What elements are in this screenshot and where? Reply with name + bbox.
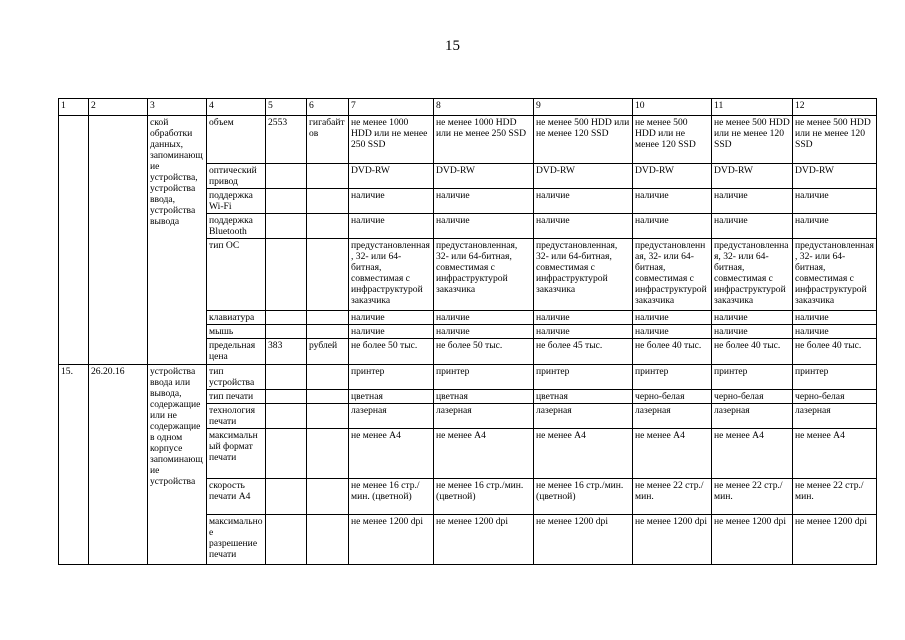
value-cell: наличие <box>434 311 534 325</box>
value-cell: наличие <box>633 325 712 339</box>
unit-name-cell <box>307 164 349 189</box>
unit-code-cell <box>266 189 307 214</box>
value-cell: наличие <box>712 214 793 239</box>
value-cell: лазерная <box>712 404 793 429</box>
value-cell: лазерная <box>434 404 534 429</box>
row-number-cell: 15. <box>59 365 89 565</box>
okpd-code-cell: 26.20.16 <box>89 365 148 565</box>
param-name-cell: технология печати <box>207 404 266 429</box>
value-cell: наличие <box>349 214 434 239</box>
header-row <box>59 99 877 116</box>
unit-code-cell <box>266 404 307 429</box>
value-cell: не менее 16 стр./мин. (цветной) <box>434 479 534 515</box>
param-name-cell: тип печати <box>207 390 266 404</box>
value-cell: не более 50 тыс. <box>434 339 534 365</box>
unit-code-cell <box>266 365 307 390</box>
value-cell: наличие <box>793 214 877 239</box>
unit-name-cell <box>307 404 349 429</box>
unit-name-cell <box>307 429 349 479</box>
value-cell: DVD-RW <box>349 164 434 189</box>
value-cell: не менее 1200 dpi <box>793 515 877 565</box>
value-cell: наличие <box>534 214 633 239</box>
unit-code-cell <box>266 239 307 311</box>
value-cell: черно-белая <box>633 390 712 404</box>
value-cell: принтер <box>434 365 534 390</box>
value-cell: не менее 22 стр./мин. <box>633 479 712 515</box>
value-cell: наличие <box>349 311 434 325</box>
param-name-cell: поддержка Bluetooth <box>207 214 266 239</box>
unit-code-cell <box>266 390 307 404</box>
value-cell: предустановленная, 32- или 64-битная, совместимая с инфраструктурой заказчика <box>434 239 534 311</box>
value-cell: не менее 1200 dpi <box>434 515 534 565</box>
value-cell: не менее 500 HDD или не менее 120 SSD <box>534 116 633 164</box>
unit-code-cell <box>266 164 307 189</box>
unit-code-cell <box>266 429 307 479</box>
table-body <box>59 99 877 565</box>
value-cell: не менее 16 стр./мин. (цветной) <box>349 479 434 515</box>
value-cell: наличие <box>712 325 793 339</box>
value-cell: не менее 1200 dpi <box>349 515 434 565</box>
specification-table <box>58 98 877 565</box>
item-name-cell: ской обработки данных, запоминающие устройства, устройства ввода, устройства вывода <box>148 116 207 365</box>
unit-name-cell <box>307 239 349 311</box>
value-cell: не менее А4 <box>793 429 877 479</box>
header-cell: 1 <box>59 99 89 116</box>
value-cell: не менее А4 <box>534 429 633 479</box>
value-cell: не менее 1000 HDD или не менее 250 SSD <box>349 116 434 164</box>
param-name-cell: клавиатура <box>207 311 266 325</box>
unit-name-cell: гигабайтов <box>307 116 349 164</box>
unit-code-cell: 383 <box>266 339 307 365</box>
value-cell: лазерная <box>793 404 877 429</box>
value-cell: предустановленная, 32- или 64-битная, совместимая с инфраструктурой заказчика <box>534 239 633 311</box>
value-cell: принтер <box>793 365 877 390</box>
unit-name-cell <box>307 515 349 565</box>
value-cell: не менее 22 стр./мин. <box>793 479 877 515</box>
param-name-cell: максимальный формат печати <box>207 429 266 479</box>
table-row <box>59 116 877 164</box>
value-cell: DVD-RW <box>434 164 534 189</box>
unit-code-cell <box>266 515 307 565</box>
header-cell: 5 <box>266 99 307 116</box>
value-cell: наличие <box>793 311 877 325</box>
value-cell: не более 50 тыс. <box>349 339 434 365</box>
value-cell: черно-белая <box>793 390 877 404</box>
unit-name-cell <box>307 214 349 239</box>
header-cell: 6 <box>307 99 349 116</box>
value-cell: не менее 1200 dpi <box>712 515 793 565</box>
value-cell: не менее 22 стр./мин. <box>712 479 793 515</box>
unit-name-cell: рублей <box>307 339 349 365</box>
value-cell: наличие <box>793 189 877 214</box>
value-cell: черно-белая <box>712 390 793 404</box>
value-cell: цветная <box>349 390 434 404</box>
value-cell: предустановленная, 32- или 64-битная, совместимая с инфраструктурой заказчика <box>793 239 877 311</box>
param-name-cell: объем <box>207 116 266 164</box>
value-cell: не менее А4 <box>434 429 534 479</box>
value-cell: цветная <box>534 390 633 404</box>
value-cell: наличие <box>534 189 633 214</box>
row-number-cell <box>59 116 89 365</box>
value-cell: наличие <box>793 325 877 339</box>
param-name-cell: тип устройства <box>207 365 266 390</box>
header-cell: 4 <box>207 99 266 116</box>
param-name-cell: оптический привод <box>207 164 266 189</box>
value-cell: не менее 500 HDD или не менее 120 SSD <box>633 116 712 164</box>
value-cell: наличие <box>434 325 534 339</box>
value-cell: не менее 1200 dpi <box>534 515 633 565</box>
value-cell: лазерная <box>633 404 712 429</box>
value-cell: не более 40 тыс. <box>633 339 712 365</box>
unit-code-cell <box>266 311 307 325</box>
value-cell: предустановленная, 32- или 64-битная, совместимая с инфраструктурой заказчика <box>349 239 434 311</box>
value-cell: наличие <box>534 311 633 325</box>
value-cell: наличие <box>712 189 793 214</box>
unit-name-cell <box>307 311 349 325</box>
unit-name-cell <box>307 365 349 390</box>
page-number: 15 <box>445 38 460 54</box>
param-name-cell: скорость печати А4 <box>207 479 266 515</box>
item-name-cell: устройства ввода или вывода, содержащие или не содержащие в одном корпусе запоминающие устройства <box>148 365 207 565</box>
value-cell: наличие <box>633 214 712 239</box>
header-cell: 3 <box>148 99 207 116</box>
value-cell: наличие <box>534 325 633 339</box>
unit-code-cell: 2553 <box>266 116 307 164</box>
value-cell: DVD-RW <box>534 164 633 189</box>
value-cell: наличие <box>434 214 534 239</box>
unit-name-cell <box>307 390 349 404</box>
unit-code-cell <box>266 325 307 339</box>
value-cell: не менее А4 <box>349 429 434 479</box>
value-cell: не менее 500 HDD или не менее 120 SSD <box>793 116 877 164</box>
header-cell: 9 <box>534 99 633 116</box>
param-name-cell: поддержка Wi-Fi <box>207 189 266 214</box>
value-cell: предустановленная, 32- или 64-битная, совместимая с инфраструктурой заказчика <box>633 239 712 311</box>
value-cell: не более 40 тыс. <box>712 339 793 365</box>
param-name-cell: предельная цена <box>207 339 266 365</box>
value-cell: наличие <box>712 311 793 325</box>
header-cell: 10 <box>633 99 712 116</box>
value-cell: лазерная <box>349 404 434 429</box>
value-cell: DVD-RW <box>712 164 793 189</box>
value-cell: принтер <box>633 365 712 390</box>
value-cell: не более 40 тыс. <box>793 339 877 365</box>
param-name-cell: мышь <box>207 325 266 339</box>
value-cell: не менее 16 стр./мин. (цветной) <box>534 479 633 515</box>
value-cell: принтер <box>534 365 633 390</box>
value-cell: наличие <box>633 311 712 325</box>
header-cell: 12 <box>793 99 877 116</box>
value-cell: наличие <box>633 189 712 214</box>
header-cell: 7 <box>349 99 434 116</box>
unit-code-cell <box>266 479 307 515</box>
value-cell: наличие <box>349 189 434 214</box>
value-cell: принтер <box>712 365 793 390</box>
value-cell: принтер <box>349 365 434 390</box>
value-cell: не менее 1200 dpi <box>633 515 712 565</box>
value-cell: не менее 500 HDD или не менее 120 SSD <box>712 116 793 164</box>
header-cell: 8 <box>434 99 534 116</box>
param-name-cell: тип ОС <box>207 239 266 311</box>
value-cell: не менее А4 <box>712 429 793 479</box>
value-cell: DVD-RW <box>793 164 877 189</box>
header-cell: 11 <box>712 99 793 116</box>
table-row <box>59 365 877 390</box>
header-cell: 2 <box>89 99 148 116</box>
param-name-cell: максимальное разрешение печати <box>207 515 266 565</box>
value-cell: наличие <box>434 189 534 214</box>
okpd-code-cell <box>89 116 148 365</box>
unit-code-cell <box>266 214 307 239</box>
value-cell: не более 45 тыс. <box>534 339 633 365</box>
value-cell: не менее А4 <box>633 429 712 479</box>
value-cell: предустановленная, 32- или 64-битная, совместимая с инфраструктурой заказчика <box>712 239 793 311</box>
unit-name-cell <box>307 189 349 214</box>
value-cell: наличие <box>349 325 434 339</box>
value-cell: цветная <box>434 390 534 404</box>
value-cell: DVD-RW <box>633 164 712 189</box>
value-cell: лазерная <box>534 404 633 429</box>
unit-name-cell <box>307 479 349 515</box>
unit-name-cell <box>307 325 349 339</box>
value-cell: не менее 1000 HDD или не менее 250 SSD <box>434 116 534 164</box>
